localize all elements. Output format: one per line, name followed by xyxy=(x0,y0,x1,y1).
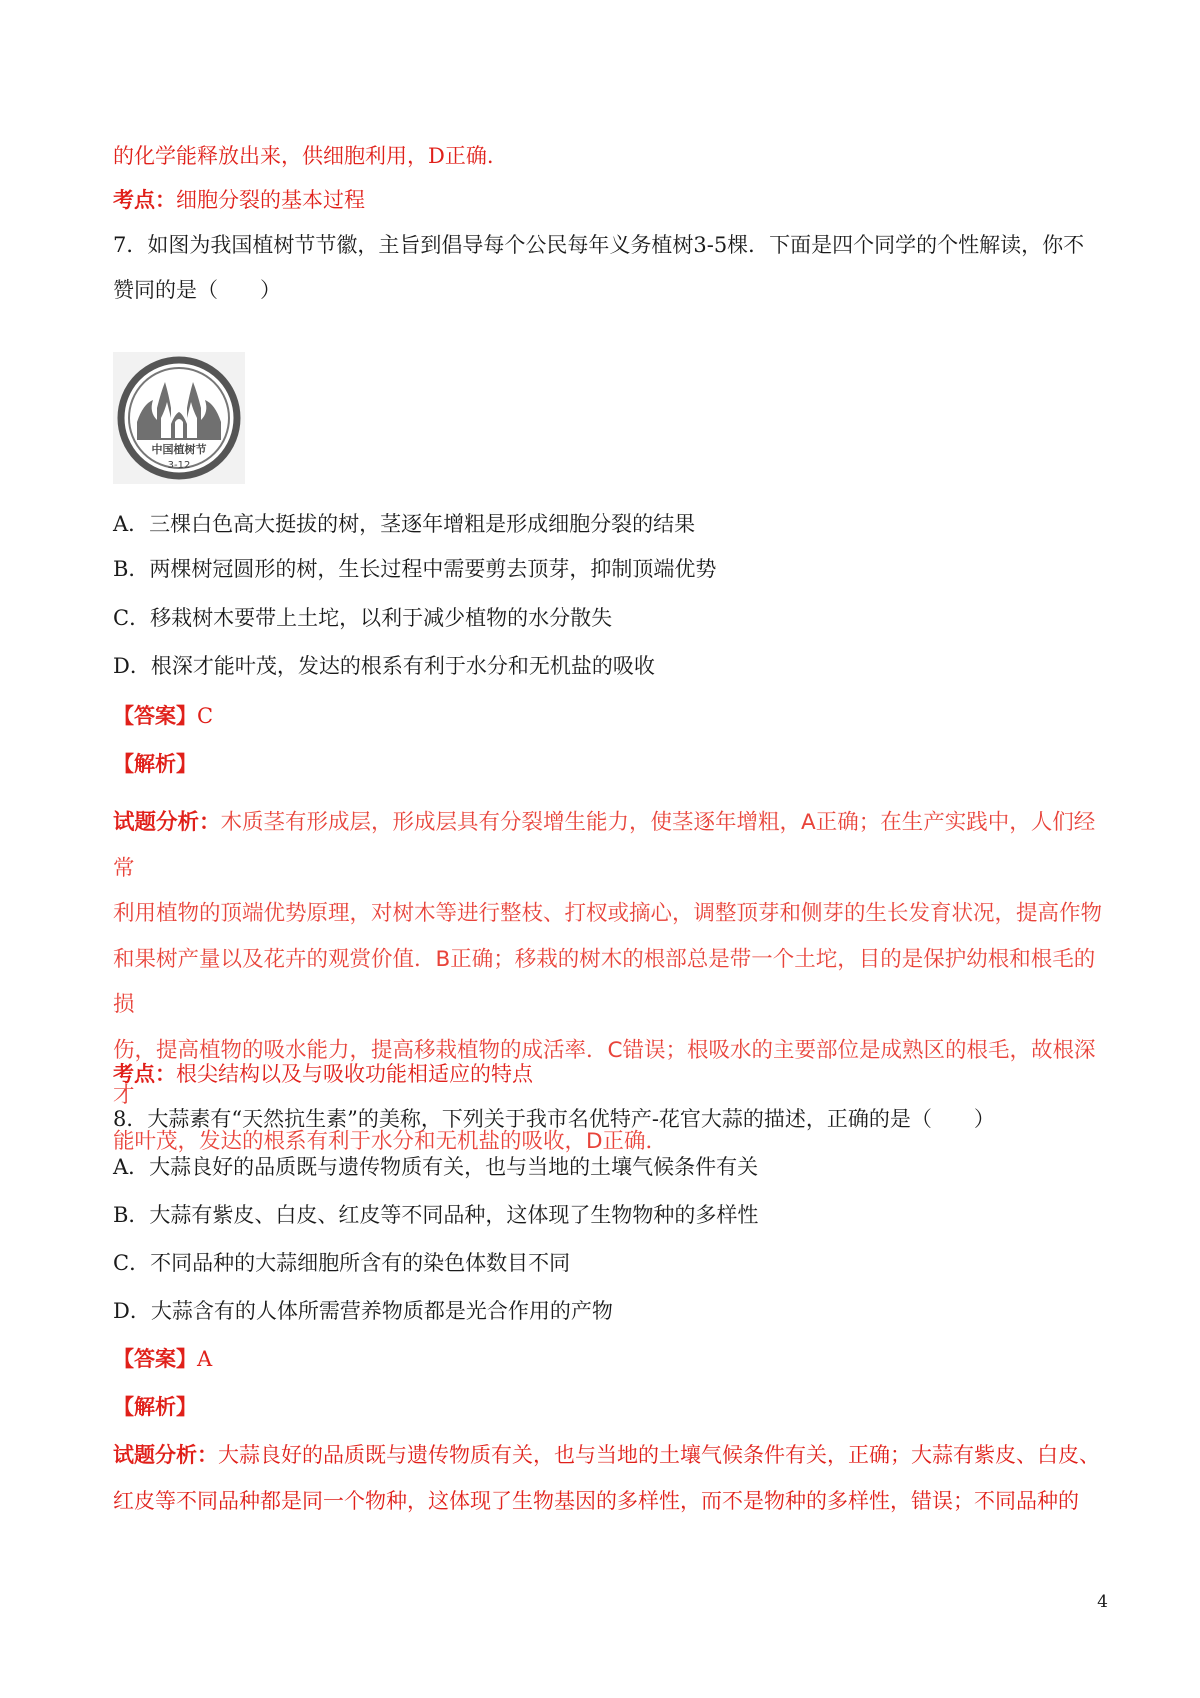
q8-option-d: D．大蒜含有的人体所需营养物质都是光合作用的产物 xyxy=(113,1299,613,1323)
analysis-line: 能叶茂，发达的根系有利于水分和无机盐的吸收，D正确． xyxy=(113,1128,668,1154)
knowledge-point-label: 考点： xyxy=(113,187,176,212)
q8-option-c: C．不同品种的大蒜细胞所含有的染色体数目不同 xyxy=(113,1251,571,1275)
prev-analysis-tail: 的化学能释放出来，供细胞利用，D正确. xyxy=(113,144,494,168)
prev-knowledge-point xyxy=(113,186,365,214)
china-arbor-day-emblem-icon xyxy=(113,352,245,484)
answer-label: 【答案】 xyxy=(113,703,197,728)
q8-answer xyxy=(113,1345,212,1373)
q8-option-a: A．大蒜良好的品质既与遗传物质有关，也与当地的土壤气候条件有关 xyxy=(113,1155,759,1179)
q7-stem-line2: 赞同的是（ ） xyxy=(113,278,281,302)
knowledge-point-text: 根尖结构以及与吸收功能相适应的特点 xyxy=(176,1062,533,1086)
knowledge-point-text: 细胞分裂的基本过程 xyxy=(176,188,365,212)
knowledge-point-label: 考点： xyxy=(113,1061,176,1086)
analysis-line: 试题分析：木质茎有形成层，形成层具有分裂增生能力，使茎逐年增粗，A正确；在生产实践中，人们经常 xyxy=(113,810,1096,881)
analysis-line: 和果树产量以及花卉的观赏价值．B正确；移栽的树木的根部总是带一个土坨，目的是保护幼根和根毛的损 xyxy=(113,946,1096,1017)
answer-value: A xyxy=(197,1347,213,1371)
q7-option-a: A．三棵白色高大挺拔的树，茎逐年增粗是形成细胞分裂的结果 xyxy=(113,512,696,536)
q8-analysis-heading: 【解析】 xyxy=(113,1394,197,1419)
q8-analysis-block xyxy=(113,1432,1103,1524)
q7-knowledge-point xyxy=(113,1060,533,1088)
analysis-line: 利用植物的顶端优势原理，对树木等进行整枝、打杈或摘心，调整顶芽和侧芽的生长发育状况，提高作物 xyxy=(113,901,1103,926)
answer-value: C xyxy=(197,704,214,728)
q7-stem-line1: 7．如图为我国植树节节徽，主旨到倡导每个公民每年义务植树3-5棵．下面是四个同学的个性解读，你不 xyxy=(113,233,1085,257)
emblem-text-top: 中国植树节 xyxy=(151,443,207,456)
analysis-line: 试题分析：大蒜良好的品质既与遗传物质有关，也与当地的土壤气候条件有关，正确；大蒜有紫皮、白皮、 xyxy=(113,1442,1100,1467)
emblem-text-bottom: 3-12 xyxy=(167,460,191,471)
analysis-label: 试题分析： xyxy=(113,810,221,835)
answer-label: 【答案】 xyxy=(113,1346,197,1371)
q8-option-b: B．大蒜有紫皮、白皮、红皮等不同品种，这体现了生物物种的多样性 xyxy=(113,1203,759,1227)
page-number: 4 xyxy=(1097,1592,1108,1612)
q7-analysis-heading: 【解析】 xyxy=(113,751,197,776)
analysis-label: 试题分析： xyxy=(113,1442,218,1467)
arbor-day-emblem xyxy=(113,352,245,484)
q7-answer xyxy=(113,702,213,730)
q7-option-b: B．两棵树冠圆形的树，生长过程中需要剪去顶芽，抑制顶端优势 xyxy=(113,557,717,581)
analysis-line: 伤，提高植物的吸水能力，提高移栽植物的成活率．C错误；根吸水的主要部位是成熟区的根毛，故根深才 xyxy=(113,1037,1096,1108)
q8-stem: 8．大蒜素有“天然抗生素”的美称，下列关于我市名优特产-花官大蒜的描述，正确的是（ ） xyxy=(113,1107,995,1131)
q7-option-d: D．根深才能叶茂，发达的根系有利于水分和无机盐的吸收 xyxy=(113,654,655,678)
q7-option-c: C．移栽树木要带上土坨，以利于减少植物的水分散失 xyxy=(113,606,613,630)
analysis-line: 红皮等不同品种都是同一个物种，这体现了生物基因的多样性，而不是物种的多样性，错误；不同品种的 xyxy=(113,1489,1079,1513)
